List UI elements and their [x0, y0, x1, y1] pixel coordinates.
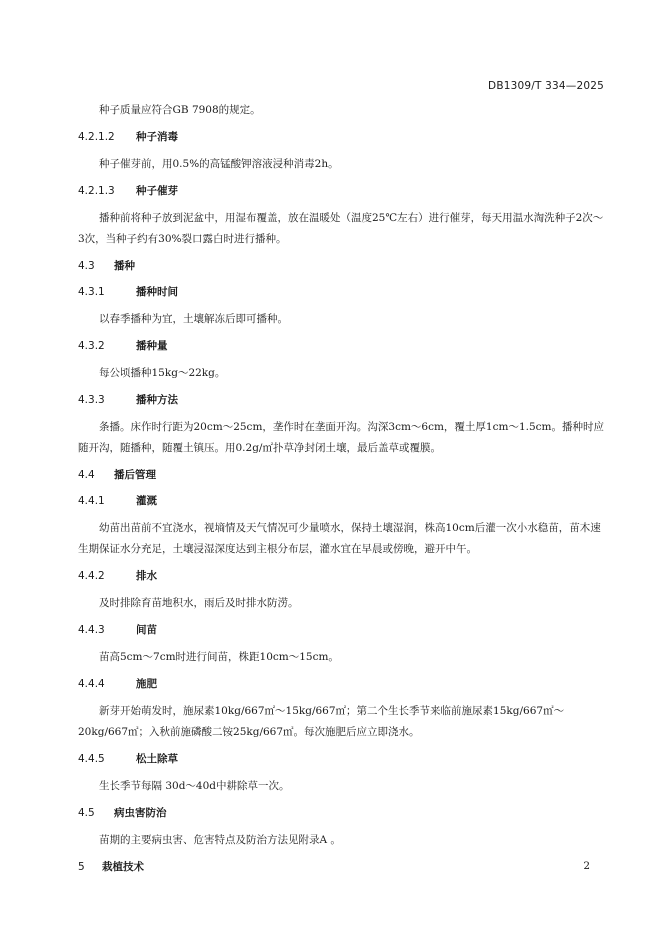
- section-title: 病虫害防治: [114, 807, 167, 819]
- section-number: 4.3: [78, 260, 95, 272]
- section-title: 种子消毒: [136, 131, 178, 143]
- section-heading: [78, 804, 604, 823]
- paragraph: 及时排除育苗地积水，雨后及时排水防涝。: [99, 597, 299, 609]
- section-number: 4.2.1.2: [78, 131, 115, 143]
- section-title: 灌溉: [136, 495, 157, 507]
- standard-code: DB1309/T 334—2025: [488, 80, 604, 92]
- paragraph: 新芽开始萌发时，施尿素10kg/667㎡～15kg/667㎡；第二个生长季节来临前施尿素15kg/667㎡～20kg/667㎡；入秋前施磷酸二铵25kg/667㎡。每次施肥后应立即浇水。: [78, 705, 565, 738]
- section-heading: [78, 675, 604, 694]
- section-title: 播后管理: [114, 469, 156, 481]
- section-number: 4.4.5: [78, 753, 105, 765]
- section-heading: [78, 858, 604, 877]
- section-heading: [78, 466, 604, 485]
- section-number: 4.2.1.3: [78, 185, 115, 197]
- paragraph: 条播。床作时行距为20cm～25cm，垄作时在垄面开沟。沟深3cm～6cm，覆土厚1cm～1.5cm。播种时应随开沟，随播种，随覆土镇压。用0.2g/㎡扑草净封闭土壤，最后盖草或覆膜。: [78, 421, 604, 454]
- paragraph: 苗高5cm～7cm时进行间苗，株距10cm～15cm。: [99, 651, 339, 663]
- section-title: 播种方法: [136, 394, 178, 406]
- section-title: 施肥: [136, 678, 157, 690]
- paragraph: 种子催芽前，用0.5%的高锰酸钾溶液浸种消毒2h。: [99, 158, 339, 170]
- section-number: 4.4.4: [78, 678, 105, 690]
- section-heading: [78, 128, 604, 147]
- document-body: [78, 100, 604, 884]
- section-heading: [78, 257, 604, 276]
- paragraph: 种子质量应符合GB 7908的规定。: [99, 104, 261, 116]
- paragraph: 以春季播种为宜，土壤解冻后即可播种。: [99, 313, 288, 325]
- section-number: 4.3.1: [78, 286, 105, 298]
- section-heading: [78, 337, 604, 356]
- section-heading: [78, 492, 604, 511]
- section-heading: [78, 750, 604, 769]
- section-heading: [78, 391, 604, 410]
- section-title: 种子催芽: [136, 185, 178, 197]
- section-number: 4.4.3: [78, 624, 105, 636]
- section-heading: [78, 283, 604, 302]
- section-heading: [78, 182, 604, 201]
- section-number: 4.4.1: [78, 495, 105, 507]
- section-title: 松土除草: [136, 753, 178, 765]
- paragraph: 播种前将种子放到泥盆中，用湿布覆盖，放在温暖处（温度25℃左右）进行催芽，每天用温水淘洗种子2次～3次，当种子约有30%裂口露白时进行播种。: [78, 212, 604, 245]
- section-heading: [78, 567, 604, 586]
- paragraph: 每公顷播种15kg～22kg。: [99, 367, 226, 379]
- section-number: 5: [78, 861, 85, 873]
- page-number: 2: [583, 860, 590, 872]
- section-title: 栽植技术: [102, 861, 144, 873]
- section-number: 4.3.2: [78, 340, 105, 352]
- paragraph: 苗期的主要病虫害、危害特点及防治方法见附录A 。: [99, 834, 341, 846]
- section-number: 4.3.3: [78, 394, 105, 406]
- section-number: 4.4: [78, 469, 95, 481]
- section-number: 4.5: [78, 807, 95, 819]
- section-heading: [78, 621, 604, 640]
- section-title: 间苗: [136, 624, 157, 636]
- section-title: 排水: [136, 570, 157, 582]
- section-number: 4.4.2: [78, 570, 105, 582]
- paragraph: 幼苗出苗前不宜浇水，视墒情及天气情况可少量喷水，保持土壤湿润，株高10cm后灌一次小水稳苗，苗木速生期保证水分充足，土壤浸湿深度达到主根分布层，灌水宜在早晨或傍晚，避开中午。: [78, 522, 601, 555]
- section-title: 播种: [114, 260, 135, 272]
- section-title: 播种时间: [136, 286, 178, 298]
- section-title: 播种量: [136, 340, 168, 352]
- paragraph: 生长季节每隔 30d～40d中耕除草一次。: [99, 780, 290, 792]
